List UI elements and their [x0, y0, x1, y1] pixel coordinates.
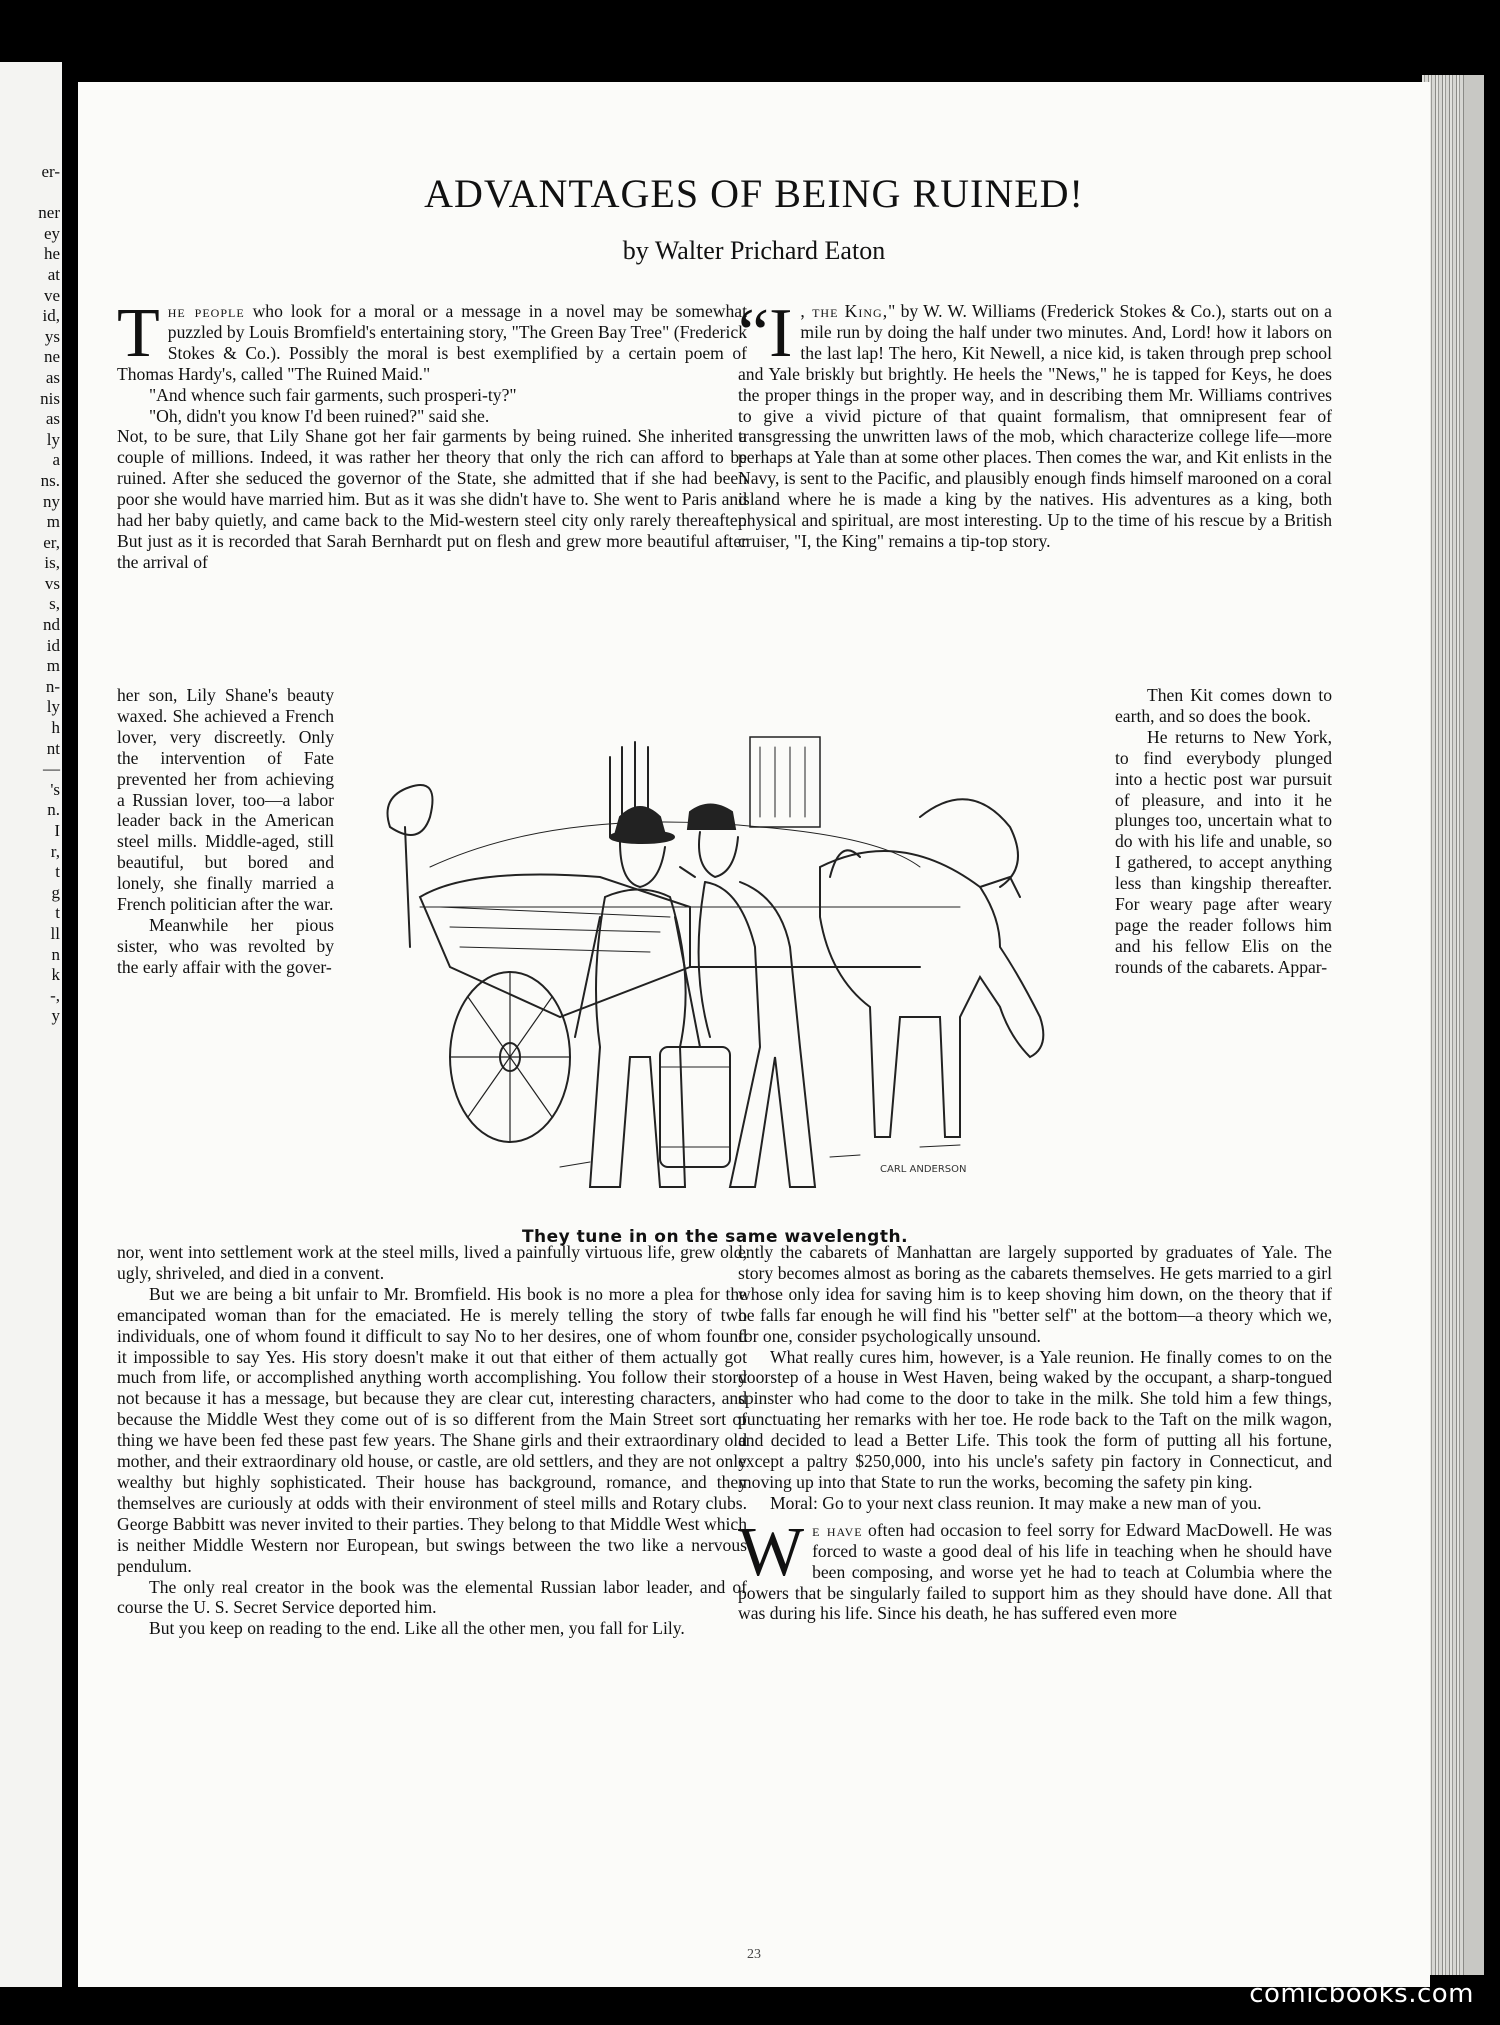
left-page-fragment: he — [43, 244, 60, 264]
paragraph: ently the cabarets of Manhattan are largely supported by graduates of Yale. The story becomes almost as boring as the cabarets themselves. He gets married to a girl whose only idea for saving him is to keep shoving him down, on the theory that if he falls far enough he will find his "better self" at the bottom—a theory which we, for one, consider psychologically unsound. — [738, 1242, 1332, 1346]
illustration-caption: They tune in on the same wavelength. — [521, 1227, 909, 1247]
left-page-fragment: ll — [50, 923, 60, 943]
left-page-fragment: at — [47, 264, 60, 284]
left-page-fragment: a — [52, 450, 60, 470]
left-page-fragment: vs — [44, 573, 60, 593]
left-page-fragment: -, — [50, 985, 60, 1005]
paragraph: Meanwhile her pious sister, who was revolted by the early affair with the gover- — [117, 914, 334, 977]
left-page-text-fragments — [2, 162, 60, 1027]
magazine-page — [78, 82, 1430, 1987]
paragraph: The only real creator in the book was the elemental Russian labor leader, and of course the U. S. Secret Service deported him. — [117, 1576, 747, 1618]
left-page-fragment: ns. — [40, 470, 60, 490]
paragraph: What really cures him, however, is a Yale reunion. He finally comes to on the doorstep of a house in West Haven, being waked by the occupant, a sharp-tongued spinster who had come to the door to take in the milk. She told him a few things, punctuating her remarks with her toe. He rode back to the Taft on the milk wagon, and decided to lead a Better Life. This took the form of putting all his fortune, except a paltry $250,000, into his uncle's safety pin factory in Connecticut, and moving up into that State to run the works, becoming the safety pin king. — [738, 1346, 1332, 1492]
left-page-fragment: I — [54, 821, 60, 840]
left-page-fragment: k — [51, 965, 60, 985]
left-page-fragment: nis — [40, 388, 60, 408]
left-page-fragment: n. — [47, 800, 60, 820]
paragraph: Not, to be sure, that Lily Shane got her fair garments by being ruined. She inherited a couple of millions. Indeed, it was rather her theory that only the rich can afford to be ruined. After she seduced the governor of the State, she admitted that if she had been poor she would have married him. But as it was she didn't have to. She went to Paris and had her baby quietly, and came back to the Mid-western steel city only rarely thereafter. But just as it is recorded that Sarah Bernhardt put on flesh and grew more beautiful after the arrival of — [117, 426, 747, 572]
left-page-fragment: n — [51, 944, 60, 964]
watermark-logo: comicbooks.com — [1249, 1979, 1474, 2009]
paragraph: her son, Lily Shane's beauty waxed. She achieved a French lover, very discreetly. Only the intervention of Fate prevented her from achieving a Russian lover, too—a labor leader back in the American steel mills. Middle-aged, still beautiful, but bored and lonely, she finally married a French politician after the war. — [117, 685, 334, 915]
left-page-fragment: g — [51, 882, 60, 902]
paragraph: Then Kit comes down to earth, and so does the book. — [1115, 685, 1332, 726]
article-title: ADVANTAGES OF BEING RUINED! — [424, 171, 1084, 216]
right-column-lower — [738, 1242, 1332, 1624]
left-page-fragment: t — [55, 903, 60, 923]
left-page-fragment: ve — [43, 285, 60, 305]
paragraph: nor, went into settlement work at the steel mills, lived a painfully virtuous life, grew old, ugly, shriveled, and died in a convent. — [117, 1242, 747, 1283]
paragraph: Moral: Go to your next class reunion. It may make a new man of you. — [770, 1492, 1262, 1513]
left-page-fragment: er- — [41, 162, 60, 181]
left-page-fragment: ly — [46, 697, 60, 717]
left-page-fragment: 's — [50, 779, 60, 799]
left-page-fragment: y — [51, 1006, 60, 1026]
left-page-fragment: ly — [46, 429, 60, 449]
left-page-fragment: is, — [44, 553, 60, 573]
paragraph: But we are being a bit unfair to Mr. Bromfield. His book is no more a plea for the emancipated woman than for the emaciated. He is merely telling the story of two individuals, one of whom found it difficult to say No to her desires, one of whom found it impossible to say Yes. His story doesn't make it out that either of them actually got much from life, or accomplished anything worth accomplishing. You follow their story not because it has a message, but because they are clear cut, interesting characters, and because the Middle West they come out of is so different from the Main Street sort of thing we have been fed these past few years. The Shane girls and their extraordinary old mother, and their extraordinary old house, or castle, are old settlers, and they are not only wealthy but highly sophisticated. Their house has background, romance, and they themselves are curiously at odds with their environment of steel mills and Rotary clubs. George Babbitt was never invited to their parties. They belong to that Middle West which is neither Middle Western nor European, but swings between the two like a nervous pendulum. — [117, 1283, 747, 1576]
quote-line: "Oh, didn't you know I'd been ruined?" said she. — [149, 405, 490, 426]
article-byline: by Walter Prichard Eaton — [622, 236, 886, 265]
left-page-fragment: er, — [43, 532, 60, 552]
left-page-fragment: nt — [46, 738, 60, 758]
left-page-fragment: id, — [42, 306, 60, 326]
left-page-edge — [0, 62, 62, 1987]
left-page-fragment: ne — [43, 347, 60, 367]
left-page-fragment: ny — [43, 491, 60, 511]
left-page-fragment: n- — [45, 676, 60, 696]
drop-cap: T — [117, 295, 160, 372]
left-page-fragment: as — [45, 409, 60, 429]
lead-paragraph: The people who look for a moral or a message in a novel may be somewhat puzzled by Louis Bromfield's entertaining story, "The Green Bay Tree" (Frederick Stokes & Co.). Possibly the moral is best exemplified by a certain poem of Thomas Hardy's, called "The Ruined Maid." — [117, 295, 747, 384]
left-page-fragment: s, — [49, 594, 60, 614]
left-page-fragment: ner — [38, 203, 60, 223]
section-paragraph: We have often had occasion to feel sorry for Edward MacDowell. He was forced to waste a good deal of his life in teaching when he should have been composing, and worse yet he had to teach at Columbia where the powers that be singularly failed to support him as they should have done. All that was during his life. Since his death, he has suffered even more — [738, 1513, 1332, 1624]
left-page-fragment: ey — [43, 223, 60, 243]
left-page-fragment: h — [51, 718, 60, 738]
drop-cap: W — [738, 1513, 805, 1591]
left-page-fragment: r, — [50, 841, 60, 861]
drop-cap: “I — [738, 295, 793, 372]
left-column-upper — [117, 295, 747, 573]
left-page-fragment: nd — [43, 615, 60, 635]
left-page-fragment: — — [43, 759, 60, 779]
left-page-fragment: as — [45, 367, 60, 387]
left-page-fragment: t — [55, 862, 60, 882]
left-page-fragment — [2, 183, 60, 204]
right-column-narrow — [1115, 685, 1332, 978]
quote-line: "And whence such fair garments, such prosperi-ty?" — [149, 384, 517, 405]
paragraph: He returns to New York, to find everybody plunged into a hectic post war pursuit of pleasure, and into it he plunges too, uncertain what to do with his life and unable, so I gathered, to accept anything less than kingship thereafter. For weary page after weary page the reader follows him and his fellow Elis on the rounds of the cabarets. Appar- — [1115, 726, 1332, 977]
left-page-fragment: m — [46, 656, 60, 676]
left-column-narrow — [117, 685, 334, 978]
left-page-fragment: id — [46, 635, 60, 655]
cartoon-illustration — [360, 717, 1070, 1205]
page-stack-edges — [1422, 75, 1484, 1975]
lead-paragraph: “I , the King," by W. W. Williams (Frederick Stokes & Co.), starts out on a mile run by doing the half under two minutes. And, Lord! how it labors on the last lap! The hero, Kit Newell, a nice kid, is taken through prep school and Yale briskly but brightly. He heels the "News," he is tapped for Keys, he does the proper things in the proper way, and in describing them Mr. Williams contrives to give a vivid picture of that quaint formalism, that omnipresent fear of transgressing the unwritten laws of the mob, which characterize college life—more perhaps at Yale than at some other places. Then comes the war, and Kit enlists in the Navy, is sent to the Pacific, and plausibly enough finds himself marooned on a coral island where he is made a king by the natives. His adventures as a king, both physical and spiritual, are most interesting. Up to the time of his rescue by a British cruiser, "I, the King" remains a tip-top story. — [738, 295, 1332, 551]
paragraph: But you keep on reading to the end. Like all the other men, you fall for Lily. — [149, 1618, 685, 1639]
left-page-fragment: ys — [44, 326, 60, 346]
page-number: 23 — [747, 1947, 761, 1962]
left-page-fragment: m — [46, 512, 60, 532]
artist-signature: CARL ANDERSON — [880, 1164, 967, 1175]
left-column-lower — [117, 1242, 747, 1639]
right-column-upper — [738, 295, 1332, 552]
